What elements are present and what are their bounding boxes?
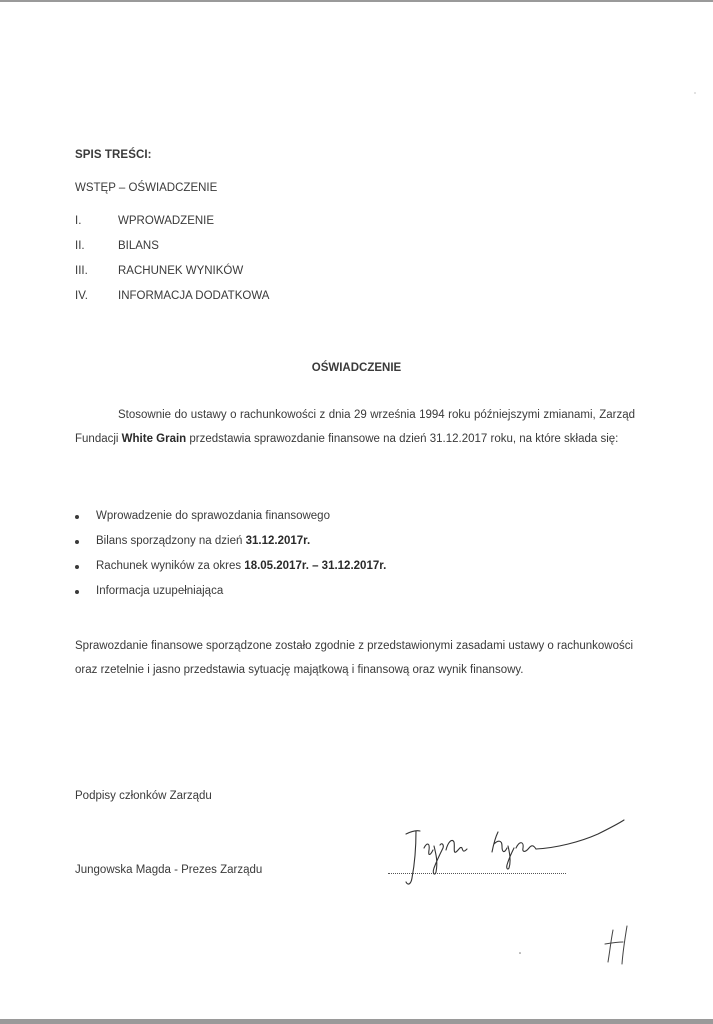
statement-intro-text-cont: przedstawia sprawozdanie finansowe na dzień 31.12.2017 roku, na które składa się: (186, 432, 619, 445)
list-item-text: Wprowadzenie do sprawozdania finansowego (96, 510, 330, 522)
list-item-text: Rachunek wyników za okres (96, 560, 245, 572)
list-item-bold: 31.12.2017r. (245, 535, 311, 547)
statement-closing-paragraph: Sprawozdanie finansowe sporządzone zostało zgodnie z przedstawionymi zasadami ustawy o rachunkowości oraz rzetelnie i jasno przedstawia sytuację majątkową i finansową oraz wynik finansowy. (75, 640, 634, 676)
toc-item-number: II. (75, 240, 85, 252)
list-item-text: Informacja uzupełniająca (96, 585, 224, 597)
statement-heading: OŚWIADCZENIE (311, 362, 402, 374)
toc-item-label: INFORMACJA DODATKOWA (118, 290, 270, 302)
toc-item-label: RACHUNEK WYNIKÓW (118, 265, 244, 277)
list-item-text: Bilans sporządzony na dzień (96, 535, 246, 547)
toc-item-number: I. (75, 215, 82, 227)
toc-title: SPIS TREŚCI: (75, 149, 152, 161)
statement-intro-text: Stosownie do ustawy o rachunkowości z dnia 29 września 1994 roku późniejszymi zmianami, Zarząd Fundacji (75, 409, 635, 445)
toc-item-label: BILANS (118, 240, 159, 252)
signatory-name: Jungowska Magda - Prezes Zarządu (75, 864, 263, 876)
toc-item-number: III. (75, 265, 88, 277)
signatures-label: Podpisy członków Zarządu (75, 790, 212, 802)
toc-intro: WSTĘP – OŚWIADCZENIE (75, 182, 218, 194)
list-item-bold: 18.05.2017r. – 31.12.2017r. (244, 560, 387, 572)
toc-item-number: IV. (75, 290, 89, 302)
page-bottom-border (0, 1019, 713, 1024)
foundation-name: White Grain (121, 432, 187, 445)
toc-item-label: WPROWADZENIE (118, 215, 215, 227)
